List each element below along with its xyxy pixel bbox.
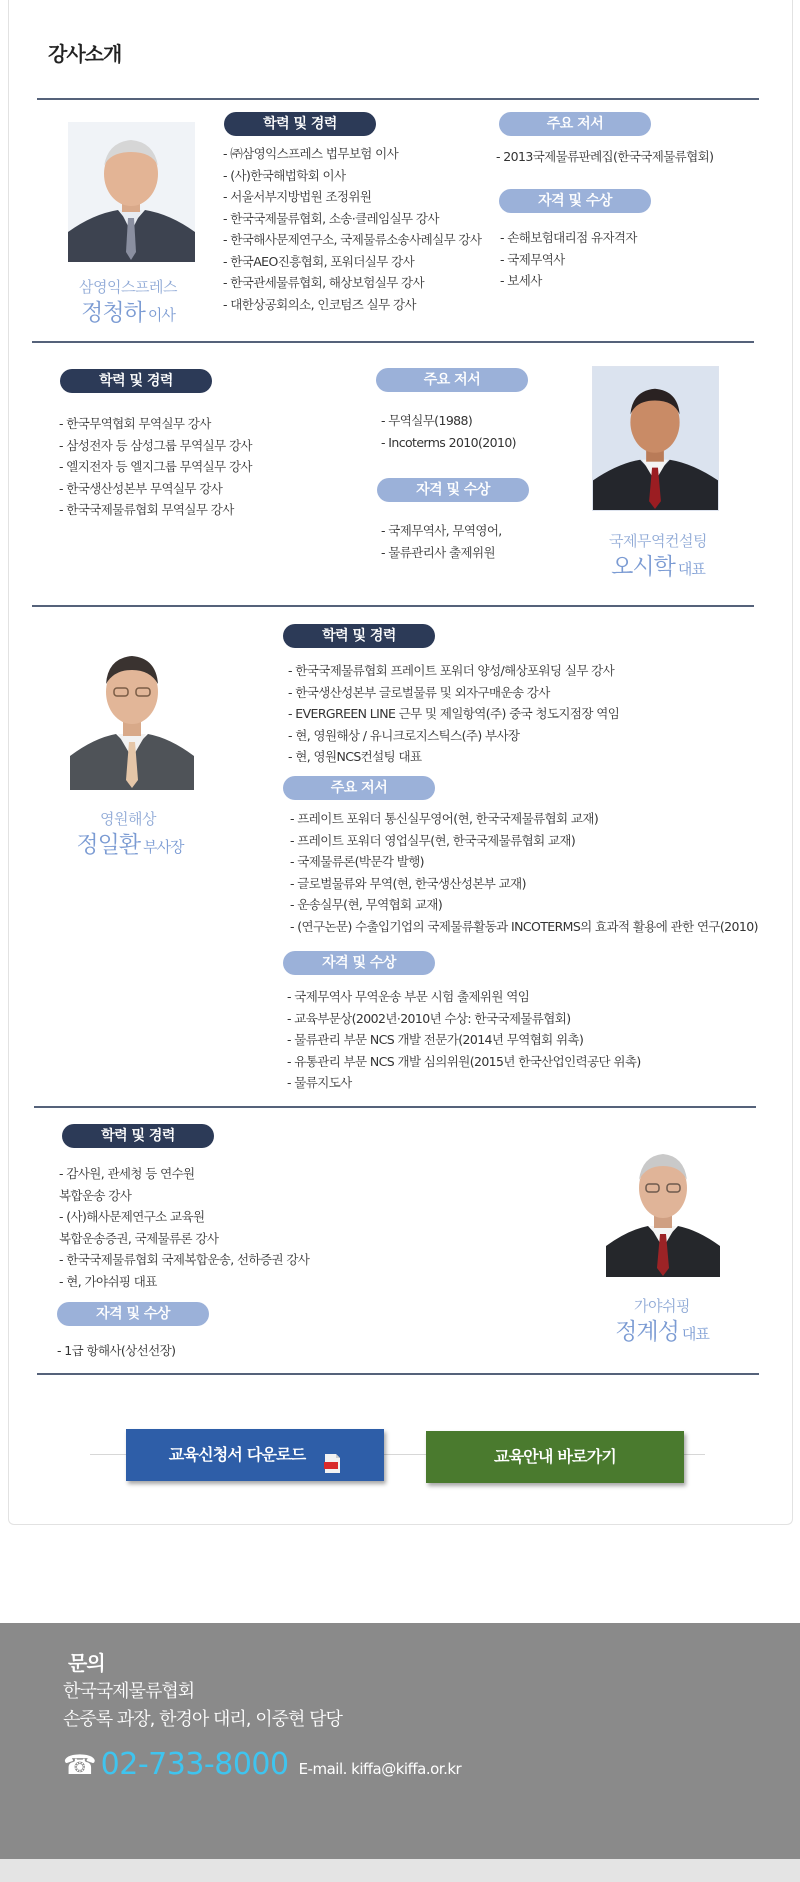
list-item: - 보세사 xyxy=(500,273,542,288)
career-heading: 학력 및 경력 xyxy=(283,624,435,648)
instructor-name-text: 오시학 xyxy=(611,554,675,580)
divider xyxy=(37,98,759,100)
career-list xyxy=(223,143,481,315)
list-item: - 무역실무(1988) xyxy=(381,413,473,428)
list-item: - 한국생산성본부 글로벌물류 및 외자구매운송 강사 xyxy=(288,684,550,700)
instructor-affiliation: 영원해상 xyxy=(100,810,156,828)
divider xyxy=(32,341,754,343)
list-item: - 한국무역협회 무역실무 강사 xyxy=(59,416,211,431)
certs-heading: 자격 및 수상 xyxy=(57,1302,209,1326)
instructor-affiliation: 국제무역컨설팅 xyxy=(609,532,707,550)
list-item: - (연구논문) 수출입기업의 국제물류활동과 INCOTERMS의 효과적 활용에 관한 연구(2010) xyxy=(290,918,758,934)
page-title: 강사소개 xyxy=(48,42,122,66)
contact-people: 손중록 과장, 한경아 대리, 이중현 담당 xyxy=(63,1709,342,1730)
career-list xyxy=(59,413,252,521)
list-item: - (사)해사문제연구소 교육원 xyxy=(59,1209,205,1224)
list-item: - (사)한국해법학회 이사 xyxy=(223,167,346,183)
list-item: - 2013국제물류판례집(한국국제물류협회) xyxy=(496,149,714,164)
certs-list xyxy=(57,1340,175,1362)
list-item: - 국제무역사 xyxy=(500,251,565,267)
portrait-photo xyxy=(70,630,194,790)
list-item: - 손해보험대리점 유자격자 xyxy=(500,230,637,245)
list-item: 복합운송증권, 국제물류론 강사 xyxy=(59,1230,219,1246)
list-item: - 프레이트 포워더 통신실무영어(현, 한국국제물류협회 교재) xyxy=(290,811,599,826)
list-item: - 감사원, 관세청 등 연수원 xyxy=(59,1166,195,1181)
books-heading: 주요 저서 xyxy=(499,112,651,136)
certs-heading: 자격 및 수상 xyxy=(377,478,529,502)
instructor-affiliation: 가야쉬핑 xyxy=(634,1297,690,1315)
list-item: - ㈜삼영익스프레스 법무보험 이사 xyxy=(223,146,399,161)
list-item: - 국제무역사, 무역영어, xyxy=(381,523,502,538)
list-item: - 1급 항해사(상선선장) xyxy=(57,1343,176,1358)
footer-bottom-bar xyxy=(0,1859,800,1882)
contact-label: 문의 xyxy=(68,1651,105,1675)
instructor-name xyxy=(592,1313,732,1346)
list-item: - 한국해사문제연구소, 국제물류소송사례실무 강사 xyxy=(223,232,482,247)
career-heading: 학력 및 경력 xyxy=(62,1124,214,1148)
books-list xyxy=(290,808,758,937)
list-item: - 대한상공회의소, 인코텀즈 실무 강사 xyxy=(223,296,416,312)
list-item: - 물류관리 부문 NCS 개발 전문가(2014년 무역협회 위촉) xyxy=(287,1032,584,1047)
instructor-affiliation: 삼영익스프레스 xyxy=(79,278,177,296)
books-list xyxy=(381,410,516,453)
list-item: - 교육부문상(2002년·2010년 수상: 한국국제물류협회) xyxy=(287,1010,571,1026)
instructor-title: 대표 xyxy=(677,560,705,578)
portrait-photo xyxy=(68,122,195,262)
list-item: - 서울서부지방법원 조정위원 xyxy=(223,189,372,204)
pdf-file-icon xyxy=(324,1443,341,1464)
books-heading: 주요 저서 xyxy=(376,368,528,392)
career-list xyxy=(288,660,619,768)
list-item: - 프레이트 포워더 영업실무(현, 한국국제물류협회 교재) xyxy=(290,832,576,848)
instructor-name-text: 정청하 xyxy=(81,300,145,326)
career-list xyxy=(59,1163,309,1292)
list-item: - 현, 가야쉬핑 대표 xyxy=(59,1273,157,1289)
list-item: - 한국국제물류협회, 소송·클레임실무 강사 xyxy=(223,210,439,226)
contact-phone[interactable]: 02-733-8000 xyxy=(100,1747,289,1782)
certs-list xyxy=(287,986,641,1094)
list-item: - 한국국제물류협회 프레이트 포워더 양성/해상포워딩 실무 강사 xyxy=(288,663,615,678)
instructor-name-text: 정계성 xyxy=(615,1319,679,1345)
contact-organization: 한국국제물류협회 xyxy=(63,1681,195,1702)
list-item: - 한국관세물류협회, 해상보험실무 강사 xyxy=(223,275,425,290)
download-application-button[interactable] xyxy=(126,1429,384,1481)
contact-email[interactable]: E-mail. kiffa@kiffa.or.kr xyxy=(298,1760,462,1778)
phone-icon: ☎ xyxy=(63,1750,97,1781)
instructor-title: 대표 xyxy=(681,1325,709,1343)
list-item: - 유통관리 부문 NCS 개발 심의위원(2015년 한국산업인력공단 위촉) xyxy=(287,1053,641,1069)
contact-phone-row xyxy=(63,1747,461,1787)
instructor-title: 이사 xyxy=(147,306,175,324)
career-heading: 학력 및 경력 xyxy=(60,369,212,393)
list-item: - 물류지도사 xyxy=(287,1075,352,1090)
certs-heading: 자격 및 수상 xyxy=(283,951,435,975)
download-application-label: 교육신청서 다운로드 xyxy=(168,1445,306,1464)
education-guide-button[interactable]: 교육안내 바로가기 xyxy=(426,1431,684,1483)
list-item: - 국제무역사 무역운송 부문 시험 출제위원 역임 xyxy=(287,989,530,1004)
instructor-title: 부사장 xyxy=(143,838,184,856)
portrait-photo xyxy=(606,1134,720,1277)
list-item: - 한국AEO진흥협회, 포워더실무 강사 xyxy=(223,253,415,269)
contact-footer xyxy=(0,1623,800,1859)
divider xyxy=(32,605,754,607)
instructor-name xyxy=(50,826,210,859)
certs-heading: 자격 및 수상 xyxy=(499,189,651,213)
instructor-name-text: 정일환 xyxy=(76,832,141,858)
list-item: - 한국국제물류협회 국제복합운송, 선하증권 강사 xyxy=(59,1252,310,1267)
list-item: - 한국국제물류협회 무역실무 강사 xyxy=(59,502,234,517)
list-item: - EVERGREEN LINE 근무 및 제일항역(주) 중국 청도지점장 역임 xyxy=(288,706,620,721)
list-item: - 물류관리사 출제위원 xyxy=(381,544,495,560)
list-item: - 현, 영원NCS컨설팅 대표 xyxy=(288,749,422,764)
list-item: - 엘지전자 등 엘지그룹 무역실무 강사 xyxy=(59,459,252,474)
list-item: - 국제물류론(박문각 발행) xyxy=(290,854,424,869)
divider xyxy=(37,1373,759,1375)
career-heading: 학력 및 경력 xyxy=(224,112,376,136)
list-item: - 삼성전자 등 삼성그룹 무역실무 강사 xyxy=(59,437,252,453)
list-item: 복합운송 강사 xyxy=(59,1187,132,1203)
instructor-name xyxy=(588,548,728,581)
list-item: - 한국생산성본부 무역실무 강사 xyxy=(59,480,223,496)
list-item: - Incoterms 2010(2010) xyxy=(381,434,516,450)
certs-list xyxy=(381,520,502,563)
books-heading: 주요 저서 xyxy=(283,776,435,800)
list-item: - 운송실무(현, 무역협회 교재) xyxy=(290,897,443,912)
books-list xyxy=(496,146,713,168)
portrait-photo xyxy=(592,366,719,511)
list-item: - 현, 영원해상 / 유니크로지스틱스(주) 부사장 xyxy=(288,727,520,743)
instructor-name xyxy=(58,294,198,327)
list-item: - 글로벌물류와 무역(현, 한국생산성본부 교재) xyxy=(290,875,526,891)
certs-list xyxy=(500,227,637,292)
divider xyxy=(34,1106,756,1108)
